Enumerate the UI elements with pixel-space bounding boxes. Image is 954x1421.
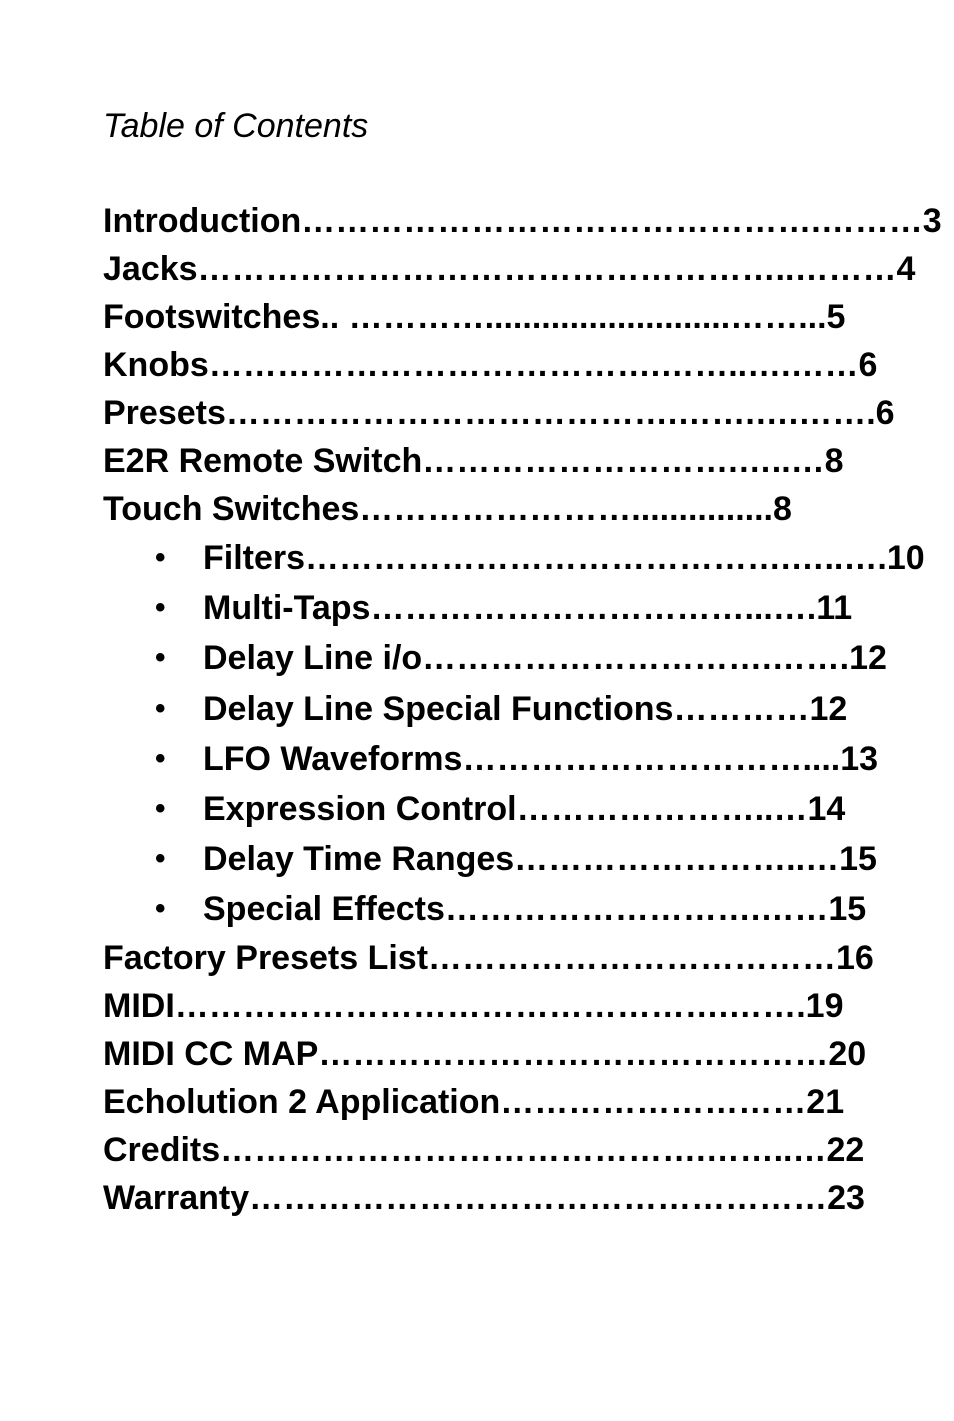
toc-entry bbox=[103, 1080, 844, 1124]
toc-entry-text: Expression Control…………………..…14 bbox=[203, 790, 846, 828]
bullet-icon: • bbox=[155, 591, 166, 625]
bullet-icon: • bbox=[155, 641, 166, 675]
toc-entry-text: Delay Time Ranges……………………..…15 bbox=[203, 840, 877, 879]
toc-entry-text: Presets………………………………….…….….…….6 bbox=[103, 394, 895, 432]
toc-entry bbox=[103, 199, 942, 243]
toc-subentry bbox=[155, 536, 925, 580]
toc-title: Table of Contents bbox=[103, 107, 369, 145]
toc-subentry bbox=[155, 586, 852, 630]
toc-entry bbox=[103, 487, 792, 531]
toc-entry-text: Introduction……………………………………….………3 bbox=[103, 202, 942, 240]
toc-entry bbox=[103, 343, 877, 387]
toc-entry bbox=[103, 936, 874, 980]
toc-entry-text: Delay Line i/o………………………….…….12 bbox=[203, 639, 887, 678]
bullet-icon: • bbox=[155, 741, 166, 775]
toc-entry bbox=[103, 391, 895, 435]
toc-entry-text: E2R Remote Switch……………………….…..…8 bbox=[103, 442, 844, 480]
toc-entry-text: LFO Waveforms…………………………....13 bbox=[203, 739, 879, 778]
toc-entry-text: Footswitches.. …………..........................……...5 bbox=[103, 298, 846, 336]
toc-entry bbox=[103, 1032, 866, 1076]
toc-subentry bbox=[155, 787, 845, 831]
toc-subentry bbox=[155, 887, 866, 931]
toc-subentry bbox=[155, 636, 887, 680]
toc-entry-text: Filters…………………………………….…..….10 bbox=[203, 539, 925, 577]
toc-entry-text: Credits…………………………………….……..…22 bbox=[103, 1131, 865, 1170]
toc-entry-text: Warranty……………………………………………23 bbox=[103, 1179, 865, 1218]
toc-subentry bbox=[155, 687, 847, 731]
toc-entry-text: Delay Line Special Functions…………12 bbox=[203, 689, 848, 728]
bullet-icon: • bbox=[155, 691, 166, 725]
toc-entry-text: Echolution 2 Application………………………21 bbox=[103, 1083, 845, 1122]
toc-entry-text: MIDI………………………………………….…….19 bbox=[103, 987, 844, 1026]
toc-subentry bbox=[155, 837, 877, 881]
toc-entry-text: Special Effects……………………….……15 bbox=[203, 890, 867, 929]
bullet-icon: • bbox=[155, 792, 166, 825]
bullet-icon: • bbox=[155, 842, 166, 876]
toc-entry-text: MIDI CC MAP………………………………………20 bbox=[103, 1035, 867, 1074]
toc-entry bbox=[103, 984, 843, 1028]
toc-entry-text: Multi-Taps……………………………...….11 bbox=[203, 589, 853, 628]
toc-entry-text: Knobs………………………………….……..….……6 bbox=[103, 346, 878, 384]
toc-entry-text: Jacks……………………………………………..………4 bbox=[103, 250, 916, 288]
toc-entry bbox=[103, 439, 844, 483]
toc-entry-text: Touch Switches……………………...............8 bbox=[103, 490, 792, 528]
bullet-icon: • bbox=[155, 892, 166, 926]
bullet-icon: • bbox=[155, 541, 166, 574]
toc-entry bbox=[103, 1176, 865, 1220]
toc-entry-text: Factory Presets List………………………………16 bbox=[103, 939, 874, 978]
toc-entry bbox=[103, 295, 845, 339]
toc-subentry bbox=[155, 737, 878, 781]
toc-entry bbox=[103, 1128, 864, 1172]
toc-entry bbox=[103, 247, 915, 291]
